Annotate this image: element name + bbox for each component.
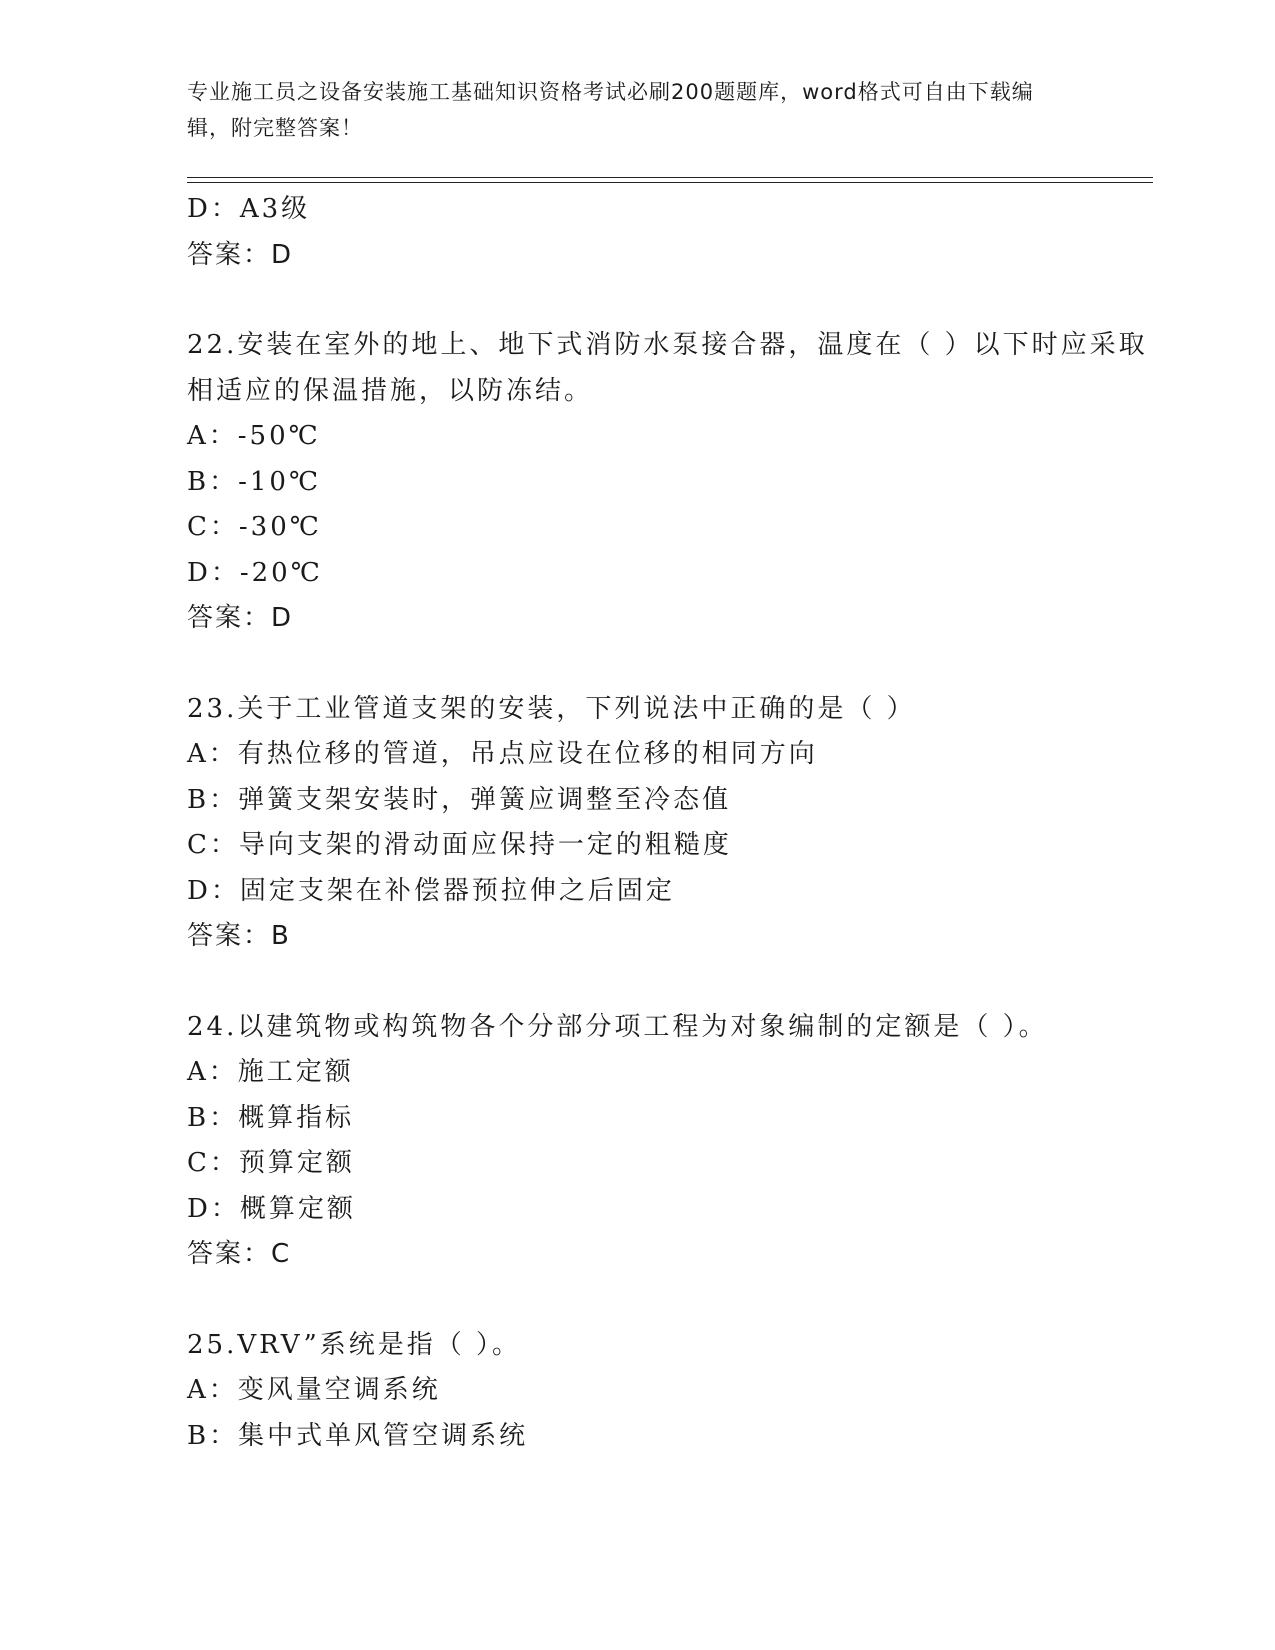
option-b: B：集中式单风管空调系统 [187, 1420, 529, 1451]
question-25 [187, 1323, 1153, 1460]
header-rule-bottom [187, 182, 1153, 183]
question-stem: 24.以建筑物或构筑物各个分部分项工程为对象编制的定额是（ ）。 [187, 1011, 1048, 1042]
question-content [187, 187, 1153, 1459]
answer-line: 答案：B [187, 921, 291, 951]
option-b: B：弹簧支架安装时，弹簧应调整至冷态值 [187, 784, 732, 815]
option-b: B：概算指标 [187, 1102, 355, 1133]
option-b: B：-10℃ [187, 466, 322, 497]
question-22 [187, 323, 1153, 642]
option-d: D：-20℃ [187, 557, 323, 588]
option-a: A：变风量空调系统 [187, 1375, 441, 1405]
answer-line: 答案：D [187, 239, 294, 270]
question-stem: 25.VRV”系统是指（ ）。 [187, 1329, 522, 1360]
answer-line: 答案：D [187, 603, 294, 633]
answer-line: 答案：C [187, 1239, 292, 1269]
option-c: C：导向支架的滑动面应保持一定的粗糙度 [187, 830, 732, 860]
question-23 [187, 687, 1153, 960]
option-a: A：有热位移的管道，吊点应设在位移的相同方向 [187, 739, 818, 769]
question-stem: 22.安装在室外的地上、地下式消防水泵接合器，温度在（ ）以下时应采取相适应的保温措施，以防冻结。 [187, 330, 1148, 406]
option-d: D：固定支架在补偿器预拉伸之后固定 [187, 875, 675, 906]
option-d: D：概算定额 [187, 1193, 356, 1224]
option-c: C：-30℃ [187, 512, 322, 542]
option-a: A：施工定额 [187, 1057, 354, 1087]
question-24 [187, 1005, 1153, 1278]
question-stem: 23.关于工业管道支架的安装，下列说法中正确的是（ ） [187, 693, 916, 724]
option-a: A：-50℃ [187, 421, 321, 451]
option-d: D：A3级 [187, 194, 311, 224]
option-c: C：预算定额 [187, 1148, 355, 1178]
page-header-title: 专业施工员之设备安装施工基础知识资格考试必刷200题题库，word格式可自由下载编辑，附完整答案！ [187, 80, 1034, 140]
header-rule-top [187, 177, 1153, 178]
